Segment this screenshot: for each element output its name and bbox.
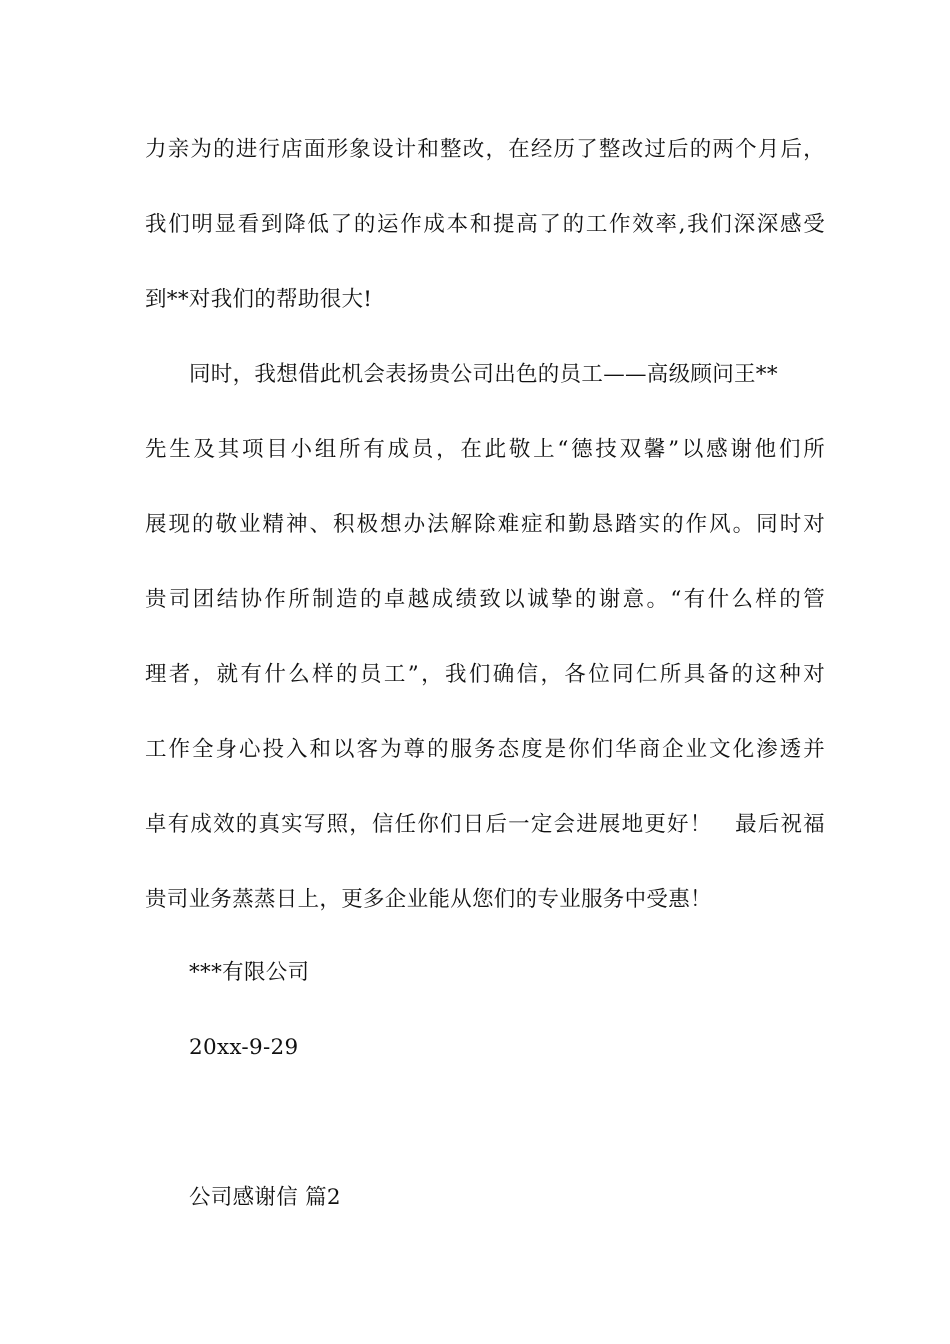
section-heading: 公司感谢信 篇2: [189, 1185, 341, 1210]
signature-date: 20xx-9-29: [189, 1035, 299, 1060]
paragraph-2-first-line: 同时，我想借此机会表扬贵公司出色的员工——高级顾问王**: [189, 362, 778, 387]
body-line-9: 工作全身心投入和以客为尊的服务态度是你们华商企业文化渗透并: [145, 737, 825, 762]
body-line-6: 展现的敬业精神、积极想办法解除难症和勤恳踏实的作风。同时对: [145, 512, 825, 537]
body-line-10: 卓有成效的真实写照，信任你们日后一定会进展地更好！ 最后祝福: [145, 812, 825, 837]
body-line-5: 先生及其项目小组所有成员，在此敬上“德技双馨”以感谢他们所: [145, 437, 825, 462]
body-line-1: 力亲为的进行店面形象设计和整改，在经历了整改过后的两个月后，: [145, 137, 825, 162]
body-line-8: 理者，就有什么样的员工”，我们确信，各位同仁所具备的这种对: [145, 662, 825, 687]
body-line-7: 贵司团结协作所制造的卓越成绩致以诚挚的谢意。“有什么样的管: [145, 587, 825, 612]
body-line-3: 到**对我们的帮助很大!: [145, 287, 373, 312]
body-line-11: 贵司业务蒸蒸日上，更多企业能从您们的专业服务中受惠！: [145, 887, 712, 912]
signature-company: ***有限公司: [189, 960, 310, 985]
body-line-2: 我们明显看到降低了的运作成本和提高了的工作效率,我们深深感受: [145, 212, 825, 237]
